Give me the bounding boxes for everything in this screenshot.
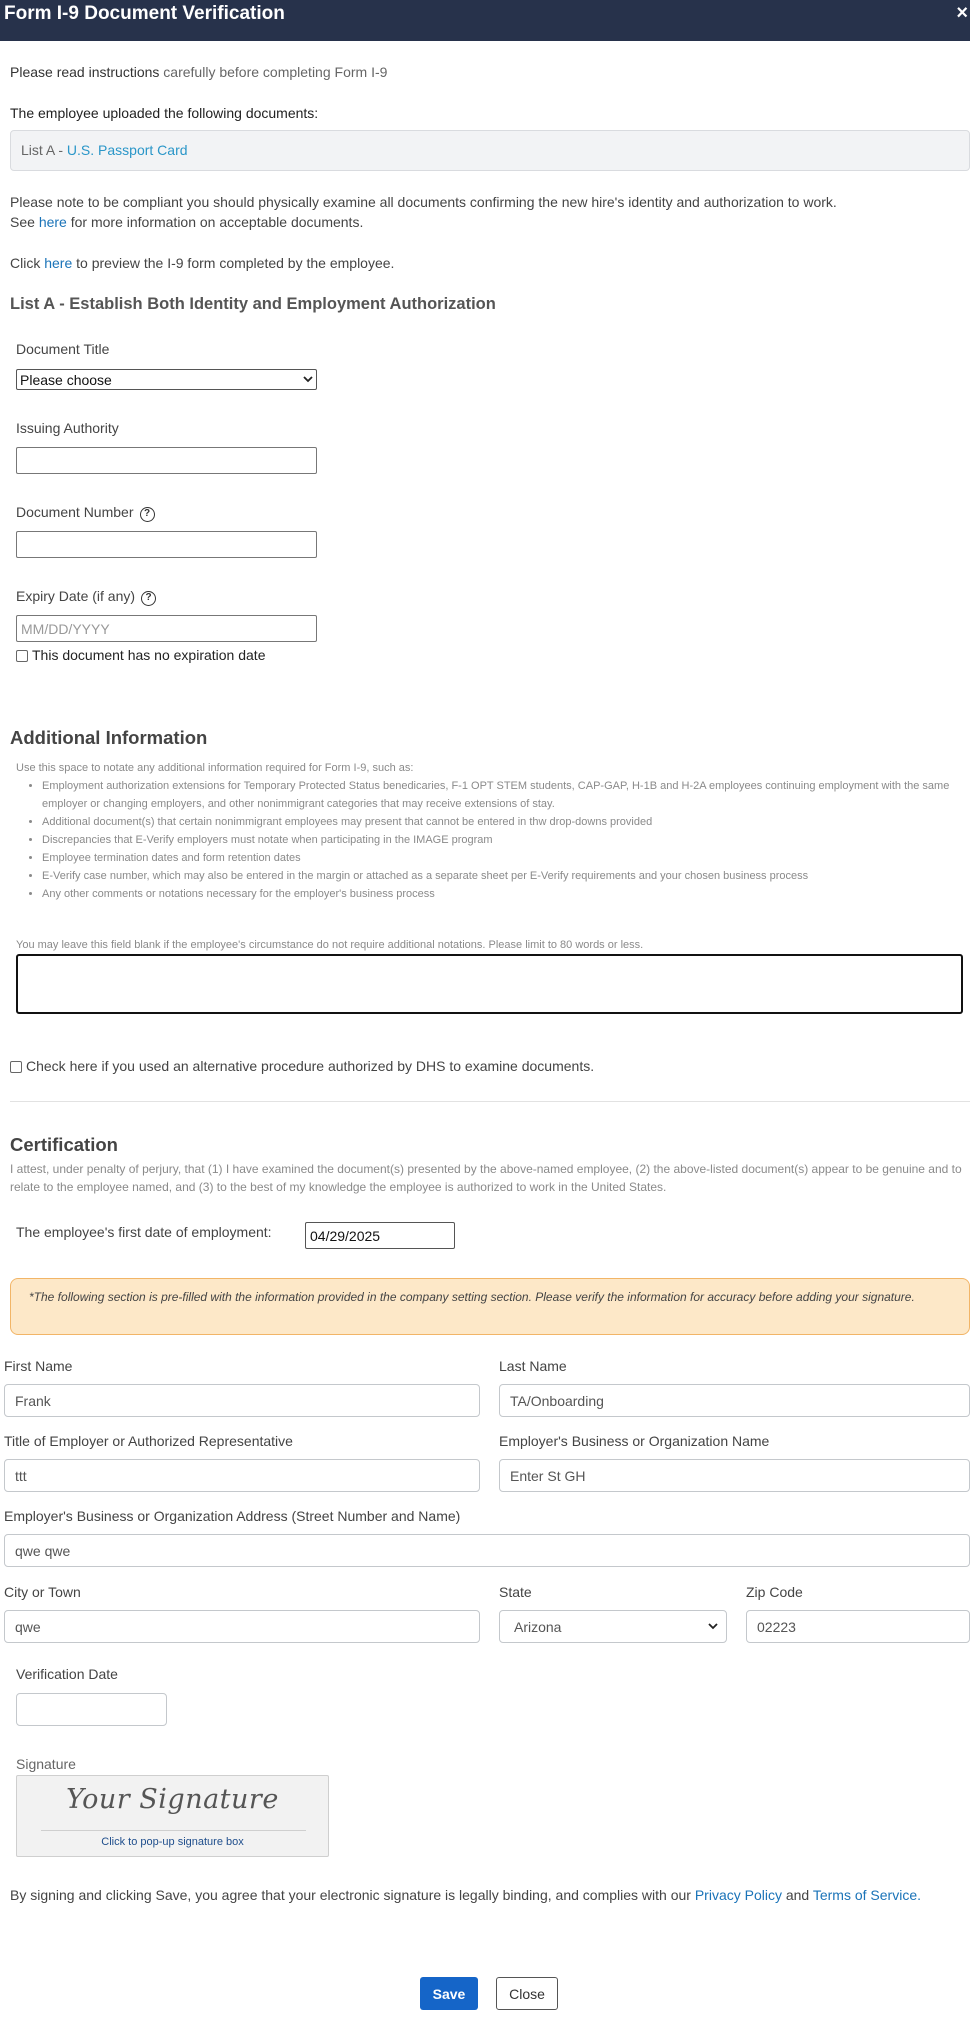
list-item: • Any other comments or notations necessary for the employer's business process <box>42 885 966 903</box>
uploaded-label: The employee uploaded the following documents: <box>10 105 319 121</box>
uploaded-document-box <box>10 130 970 171</box>
zip-code-label: Zip Code <box>746 1584 803 1600</box>
employer-title-field[interactable]: ttt <box>4 1459 480 1492</box>
save-button[interactable]: Save <box>420 1977 478 2010</box>
additional-information-title: Additional Information <box>10 727 208 748</box>
list-item: • Additional document(s) that certain nonimmigrant employees may present that cannot be entered in thw drop-downs provided <box>42 813 966 831</box>
agreement-period: . <box>917 1887 921 1903</box>
issuing-authority-input[interactable] <box>16 447 317 474</box>
zip-code-field[interactable]: 02223 <box>746 1610 970 1643</box>
agreement-and: and <box>781 1887 813 1903</box>
first-employment-date-input[interactable] <box>305 1222 455 1249</box>
state-label: State <box>499 1584 532 1600</box>
agreement-pre: By signing and clicking Save, you agree that your electronic signature is legally binding, and complies with our <box>10 1887 695 1903</box>
compliance-text: Please note to be compliant you should physically examine all documents confirming the new hire's identity and authorization to work. <box>10 194 837 210</box>
organization-name-label: Employer's Business or Organization Name <box>499 1433 770 1449</box>
signature-placeholder: Your Signature <box>66 1784 279 1815</box>
close-button[interactable]: Close <box>496 1977 558 2010</box>
issuing-authority-label: Issuing Authority <box>16 420 119 436</box>
first-name-label: First Name <box>4 1358 73 1374</box>
signature-line <box>41 1830 306 1831</box>
city-label: City or Town <box>4 1584 81 1600</box>
preview-pre: Click <box>10 255 45 271</box>
additional-info-intro: Use this space to notate any additional information required for Form I-9, such as: <box>16 762 414 774</box>
expiry-date-label: Expiry Date (if any) <box>16 588 136 604</box>
document-number-input[interactable] <box>16 531 317 558</box>
additional-info-description <box>16 759 966 903</box>
additional-info-list <box>16 777 966 903</box>
instructions-text: carefully before completing Form I-9 <box>159 64 388 80</box>
document-title-value: Please choose <box>20 371 112 388</box>
divider <box>10 1101 970 1102</box>
compliance-more: for more information on acceptable documents. <box>66 214 364 230</box>
list-item: • Discrepancies that E-Verify employers must notate when participating in the IMAGE program <box>42 831 966 849</box>
modal-header <box>0 0 970 41</box>
preview-post: to preview the I-9 form completed by the employee. <box>72 255 395 271</box>
compliance-see: See <box>10 214 39 230</box>
acceptable-documents-link[interactable]: here <box>38 214 67 230</box>
no-expiration-checkbox[interactable] <box>16 650 28 662</box>
last-name-field[interactable]: TA/Onboarding <box>499 1384 970 1417</box>
list-item: • E-Verify case number, which may also be entered in the margin or attached as a separate sheet per E-Verify requirements and your chosen business process <box>42 867 966 885</box>
preview-form-link[interactable]: here <box>44 255 73 271</box>
list-item: • Employment authorization extensions for Temporary Protected Status benedicaries, F-1 OPT STEM students, CAP-GAP, H-1B and H-2A employees continuing employment with the same employer or changing employers, and other nonimmigrant categories that may receive extensions of stay. <box>42 777 966 813</box>
city-field[interactable]: qwe <box>4 1610 480 1643</box>
additional-information-textarea[interactable] <box>16 954 963 1014</box>
alternative-procedure-checkbox[interactable] <box>10 1061 22 1073</box>
verification-date-label: Verification Date <box>16 1666 118 1682</box>
state-select[interactable] <box>499 1610 727 1643</box>
signature-label: Signature <box>16 1756 76 1772</box>
list-item: • Employee termination dates and form retention dates <box>42 849 966 867</box>
instructions-link[interactable]: Please read instructions <box>10 64 160 80</box>
terms-of-service-link[interactable]: Terms of Service <box>812 1887 918 1903</box>
first-employment-date-label: The employee's first date of employment: <box>16 1224 272 1240</box>
document-title-label: Document Title <box>16 341 110 357</box>
help-icon[interactable]: ? <box>141 591 156 606</box>
expiry-label-row <box>16 588 156 606</box>
uploaded-document-link[interactable]: U.S. Passport Card <box>66 142 188 158</box>
chevron-down-icon <box>303 376 313 383</box>
no-expiration-label: This document has no expiration date <box>32 647 266 663</box>
help-icon[interactable]: ? <box>140 507 155 522</box>
document-title-select[interactable] <box>16 369 317 390</box>
organization-address-field[interactable]: qwe qwe <box>4 1534 970 1567</box>
modal-title: Form I-9 Document Verification <box>4 3 285 24</box>
preview-line <box>10 253 394 273</box>
close-icon[interactable]: × <box>956 2 968 24</box>
blank-field-note: You may leave this field blank if the employee's circumstance do not require additional notations. Please limit to 80 words or less. <box>16 939 644 951</box>
first-name-field[interactable]: Frank <box>4 1384 480 1417</box>
organization-name-field[interactable]: Enter St GH <box>499 1459 970 1492</box>
signature-caption: Click to pop-up signature box <box>101 1836 244 1848</box>
agreement-text <box>10 1885 970 1906</box>
organization-address-label: Employer's Business or Organization Address (Street Number and Name) <box>4 1508 461 1524</box>
employer-title-label: Title of Employer or Authorized Representative <box>4 1433 293 1449</box>
alternative-procedure-label: Check here if you used an alternative procedure authorized by DHS to examine documents. <box>26 1058 595 1074</box>
certification-title: Certification <box>10 1134 118 1155</box>
chevron-down-icon <box>708 1623 718 1630</box>
document-list-label: List A - <box>21 142 67 158</box>
expiry-date-input[interactable] <box>16 615 317 642</box>
certification-attestation: I attest, under penalty of perjury, that (1) I have examined the document(s) presented by the above-named employee, (2) the above-listed document(s) appear to be genuine and to relate to the employee named, and (3) to the best of my knowledge the employee is authorized to work in the United States. <box>10 1162 962 1194</box>
document-number-label-row <box>16 504 155 522</box>
verification-date-field[interactable] <box>16 1693 167 1726</box>
compliance-note <box>10 192 970 232</box>
state-value: Arizona <box>514 1618 562 1635</box>
list-a-heading: List A - Establish Both Identity and Employment Authorization <box>10 295 496 313</box>
prefill-notice: *The following section is pre-filled with the information provided in the company setting section. Please verify the information for accuracy before adding your signature. <box>10 1278 970 1335</box>
privacy-policy-link[interactable]: Privacy Policy <box>694 1887 782 1903</box>
last-name-label: Last Name <box>499 1358 567 1374</box>
signature-box[interactable] <box>16 1775 329 1857</box>
instructions-line <box>10 62 387 82</box>
document-number-label: Document Number <box>16 504 134 520</box>
